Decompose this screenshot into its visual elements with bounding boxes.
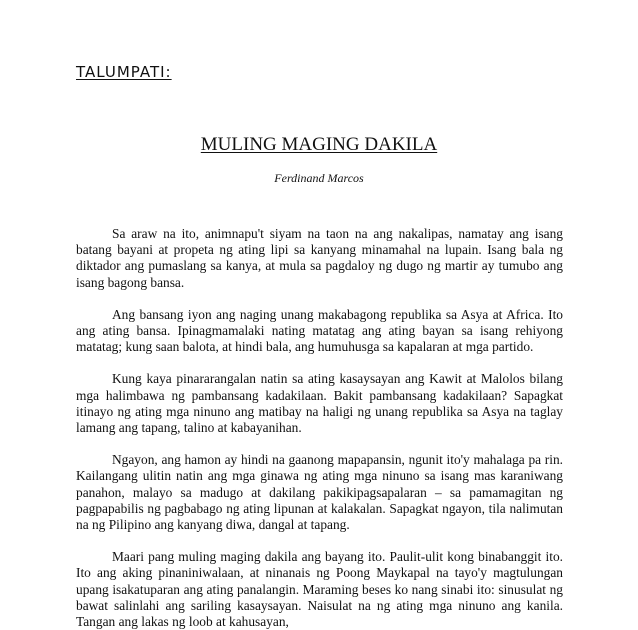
author-name: Ferdinand Marcos xyxy=(274,171,364,185)
paragraph-1: Sa araw na ito, animnapu't siyam na taon na ang nakalipas, namatay ang isang batang bayani at propeta ng ating lipi sa kanyang minamahal na lupain. Isang bala ng diktador ang pumaslang sa kanya, at mula sa pagdaloy ng dugo ng martir ay tumubo ang isang bagong bansa. xyxy=(76,226,563,290)
paragraph-5: Maari pang muling maging dakila ang bayang ito. Paulit-ulit kong binabanggit ito. Ito ang aking pinaniniwalaan, at ninanais ng Poong Maykapal na tayo'y magtulungan upang isakatuparan ang ating panalangin. Maraming beses ko nang sinabi ito: sinusulat ng bawat salinlahi ang sariling kasaysayan. Naisulat na ng ating mga ninuno ang kanila. Tangan ang lakas ng loob at kahusayan, xyxy=(76,549,563,630)
paragraph-3: Kung kaya pinararangalan natin sa ating kasaysayan ang Kawit at Malolos bilang mga halimbawa ng pambansang kadakilaan. Bakit pambansang kadakilaan? Sapagkat itinayo ng ating mga ninuno ang matibay na haligi ng unang republika sa Asya na taglay lamang ang tapang, talino at kabayanihan. xyxy=(76,371,563,436)
paragraph-2: Ang bansang iyon ang naging unang makabagong republika sa Asya at Africa. Ito ang ating bansa. Ipinagmamalaki nating matatag ang ating bayan sa isang rehiyong matatag; kung saan balota, at hindi bala, ang humuhusga sa kapalaran at mga partido. xyxy=(76,306,563,355)
speech-body xyxy=(76,226,563,630)
section-label: TALUMPATI: xyxy=(76,63,172,81)
document-title: MULING MAGING DAKILA xyxy=(200,134,438,155)
paragraph-4: Ngayon, ang hamon ay hindi na gaanong mapapansin, ngunit ito'y mahalaga pa rin. Kailangang ulitin natin ang mga ginawa ng ating mga ninuno sa isang mas karaniwang panahon, malayo sa madugo at dakilang pakikipagsapalaran – sa pamamagitan ng pagpapabilis ng pagbabago ng ating lipunan at kalakalan. Sapagkat ngayon, tila nalimutan na ng Pilipino ang kanyang diwa, dangal at tapang. xyxy=(76,452,563,533)
